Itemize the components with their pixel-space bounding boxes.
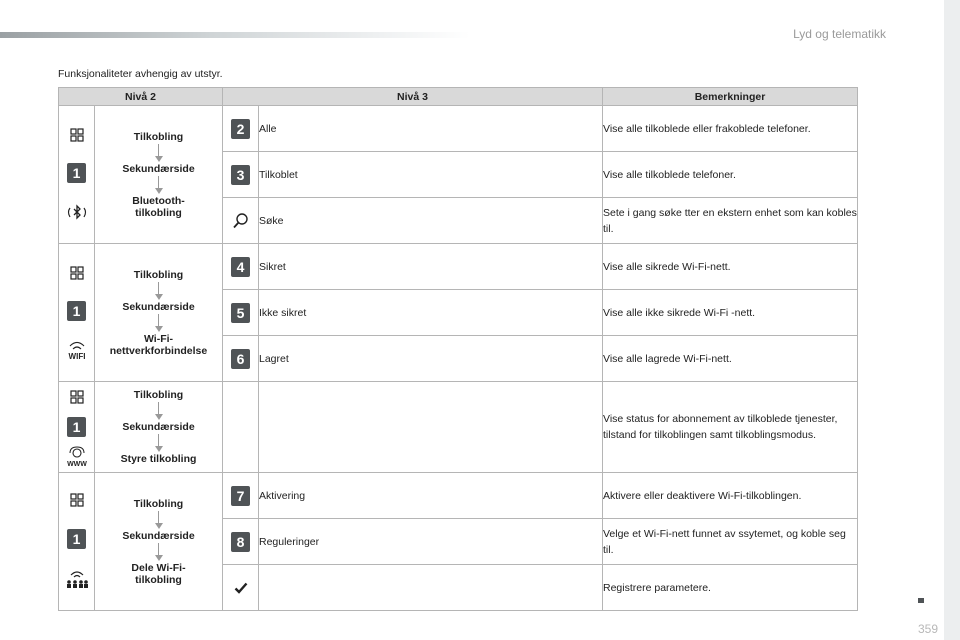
level3-label: Reguleringer bbox=[259, 519, 603, 565]
flow-step: Bluetooth-tilkobling bbox=[132, 194, 185, 219]
badge-3: 3 bbox=[231, 165, 250, 185]
arrow-down-icon bbox=[154, 402, 164, 420]
arrow-down-icon bbox=[154, 543, 164, 561]
badge-1: 1 bbox=[67, 163, 86, 183]
svg-text:WWW: WWW bbox=[67, 461, 87, 468]
level2-icons-manage bbox=[59, 382, 95, 473]
level2-flow-share bbox=[95, 473, 223, 611]
level3-label: Sikret bbox=[259, 244, 603, 290]
flow-step: Tilkobling bbox=[133, 268, 184, 281]
level3-badge-cell bbox=[223, 106, 259, 152]
www-icon bbox=[65, 446, 89, 468]
level2-flow-bluetooth bbox=[95, 106, 223, 244]
level2-icons-wifi bbox=[59, 244, 95, 382]
level3-badge-cell bbox=[223, 290, 259, 336]
flow-step: Wi-Fi-nettverkforbindelse bbox=[109, 332, 208, 357]
level2-flow-manage bbox=[95, 382, 223, 473]
flow-step: Sekundærside bbox=[122, 162, 195, 175]
level2-icons-bluetooth bbox=[59, 106, 95, 244]
flow-step: Sekundærside bbox=[122, 529, 195, 542]
badge-1: 1 bbox=[67, 529, 86, 549]
level3-label: Tilkoblet bbox=[259, 152, 603, 198]
table-header-row bbox=[59, 88, 858, 106]
flow-step: Sekundærside bbox=[122, 300, 195, 313]
flow-step: Tilkobling bbox=[133, 130, 184, 143]
remark-text: Registrere parametere. bbox=[603, 565, 858, 611]
grid-icon bbox=[70, 493, 84, 507]
badge-1: 1 bbox=[67, 301, 86, 321]
bluetooth-icon bbox=[66, 204, 88, 222]
level3-label: Lagret bbox=[259, 336, 603, 382]
level3-icon-cell bbox=[223, 565, 259, 611]
level3-label: Aktivering bbox=[259, 473, 603, 519]
flow-step: Styre tilkobling bbox=[120, 453, 197, 465]
grid-icon bbox=[70, 128, 84, 142]
arrow-down-icon bbox=[154, 144, 164, 162]
level3-empty-cell bbox=[223, 382, 259, 473]
page-marker bbox=[918, 598, 924, 603]
arrow-down-icon bbox=[154, 314, 164, 332]
search-icon bbox=[232, 212, 250, 230]
remark-text: Velge et Wi-Fi-nett funnet av ssytemet, og koble seg til. bbox=[603, 519, 858, 565]
remark-text: Aktivere eller deaktivere Wi-Fi-tilkoblingen. bbox=[603, 473, 858, 519]
remark-text: Vise alle lagrede Wi-Fi-nett. bbox=[603, 336, 858, 382]
grid-icon bbox=[70, 266, 84, 280]
level3-label: Søke bbox=[259, 198, 603, 244]
flow-step: Sekundærside bbox=[122, 421, 195, 433]
level3-badge-cell bbox=[223, 336, 259, 382]
share-wifi-icon bbox=[65, 569, 89, 589]
level3-badge-cell bbox=[223, 152, 259, 198]
badge-4: 4 bbox=[231, 257, 250, 277]
level3-icon-cell bbox=[223, 198, 259, 244]
section-title: Lyd og telematikk bbox=[793, 27, 886, 41]
remark-text: Vise alle tilkoblede eller frakoblede telefoner. bbox=[603, 106, 858, 152]
wifi-icon bbox=[65, 340, 89, 360]
level3-label bbox=[259, 382, 603, 473]
arrow-down-icon bbox=[154, 282, 164, 300]
remark-text: Sete i gang søke tter en ekstern enhet som kan kobles til. bbox=[603, 198, 858, 244]
level2-flow-wifi bbox=[95, 244, 223, 382]
header-accent-bar bbox=[0, 32, 470, 38]
badge-7: 7 bbox=[231, 486, 250, 506]
functions-table bbox=[58, 87, 858, 611]
remark-text: Vise status for abonnement av tilkoblede tjenester, tilstand for tilkoblingen samt tilkoblingsmodus. bbox=[603, 382, 858, 473]
remark-text: Vise alle ikke sikrede Wi-Fi -nett. bbox=[603, 290, 858, 336]
level3-badge-cell bbox=[223, 244, 259, 290]
table-row bbox=[59, 244, 858, 290]
col-header-level2: Nivå 2 bbox=[59, 88, 223, 106]
table-row bbox=[59, 106, 858, 152]
flow-step: Tilkobling bbox=[133, 389, 184, 401]
flow-step: Tilkobling bbox=[133, 497, 184, 510]
page-edge-strip bbox=[944, 0, 960, 640]
col-header-level3: Nivå 3 bbox=[223, 88, 603, 106]
checkmark-icon bbox=[234, 581, 248, 595]
col-header-remarks: Bemerkninger bbox=[603, 88, 858, 106]
flow-step: Dele Wi-Fi-tilkobling bbox=[131, 561, 186, 586]
grid-icon bbox=[70, 390, 84, 404]
svg-text:WIFI: WIFI bbox=[68, 352, 86, 360]
level3-label: Alle bbox=[259, 106, 603, 152]
badge-5: 5 bbox=[231, 303, 250, 323]
level2-icons-share bbox=[59, 473, 95, 611]
badge-1: 1 bbox=[67, 417, 86, 437]
remark-text: Vise alle sikrede Wi-Fi-nett. bbox=[603, 244, 858, 290]
arrow-down-icon bbox=[154, 511, 164, 529]
arrow-down-icon bbox=[154, 176, 164, 194]
intro-text: Funksjonaliteter avhengig av utstyr. bbox=[58, 68, 223, 80]
table-row bbox=[59, 382, 858, 473]
level3-badge-cell bbox=[223, 519, 259, 565]
level3-label bbox=[259, 565, 603, 611]
badge-8: 8 bbox=[231, 532, 250, 552]
badge-2: 2 bbox=[231, 119, 250, 139]
badge-6: 6 bbox=[231, 349, 250, 369]
arrow-down-icon bbox=[154, 434, 164, 452]
page-number: 359 bbox=[917, 622, 938, 636]
level3-label: Ikke sikret bbox=[259, 290, 603, 336]
remark-text: Vise alle tilkoblede telefoner. bbox=[603, 152, 858, 198]
level3-badge-cell bbox=[223, 473, 259, 519]
table-row bbox=[59, 473, 858, 519]
